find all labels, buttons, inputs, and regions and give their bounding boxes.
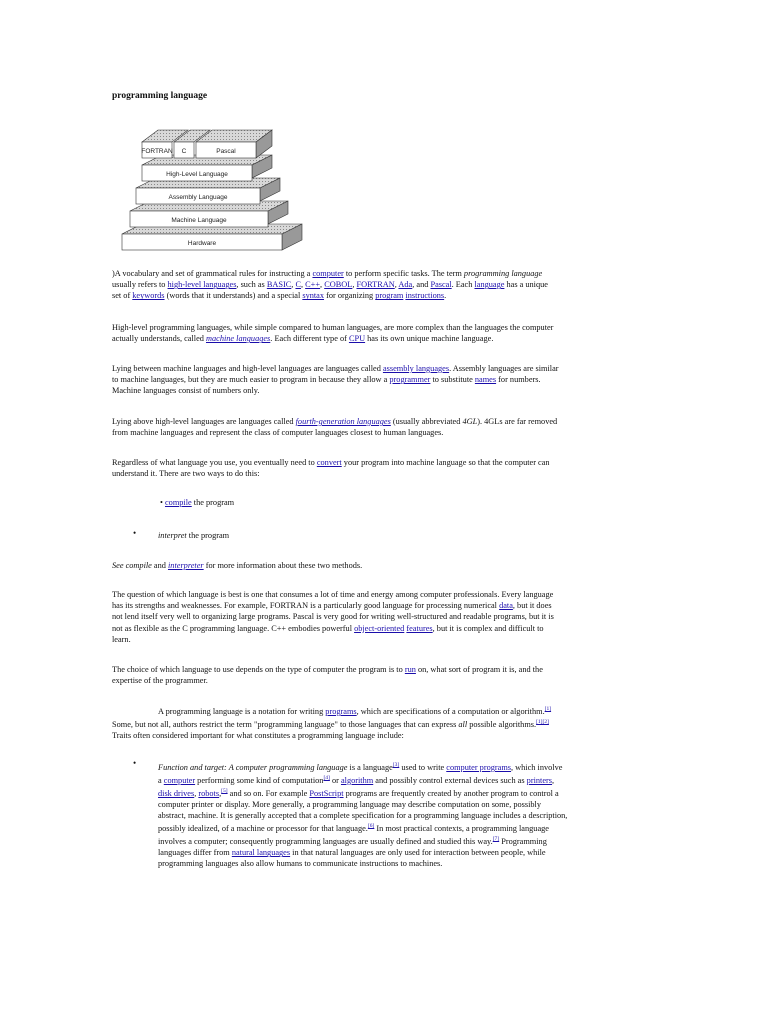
link-program[interactable]: program [375,291,404,301]
link-features[interactable]: features [406,623,433,633]
link-programmer[interactable]: programmer [389,375,431,385]
bullet-icon: • [133,528,137,538]
link-language[interactable]: language [474,280,505,290]
diagram-svg [118,124,308,264]
bullet-icon: • [133,758,137,768]
link-printers[interactable]: printers [526,775,553,785]
link-computer-programs[interactable]: computer programs [446,762,512,772]
paragraph-high-level: High-level programming languages, while simple compared to human languages, are more complex than the languages the computer actually understands, called machine languages. Each different type of CPU has its own unique machine language. [112,323,554,344]
c-label: C [181,148,187,155]
citation-1-2[interactable]: [1][2] [536,718,549,725]
link-compile[interactable]: compile [164,498,192,507]
pascal-label: Pascal [216,148,236,155]
link-disk-drives[interactable]: disk drives [158,788,195,798]
high-level-label: High-Level Language [166,171,228,178]
link-algorithm[interactable]: algorithm [340,775,374,785]
link-natural-languages[interactable]: natural languages [231,848,291,858]
link-computer[interactable]: computer [163,775,196,785]
citation-7[interactable]: [7] [492,836,500,843]
citation-5[interactable]: [5] [221,787,228,794]
link-object-oriented[interactable]: object-oriented [354,623,405,633]
citation-6[interactable]: [6] [367,823,375,830]
citation-3[interactable]: [3] [392,762,400,768]
list-item-interpret: interpret the program [158,531,230,540]
link-robots[interactable]: robots [198,788,220,798]
link-data[interactable]: data [499,601,513,611]
machine-label: Machine Language [171,217,227,224]
link-programs[interactable]: programs [325,706,357,716]
link-cpp[interactable]: C++ [305,280,321,290]
link-ada[interactable]: Ada [398,280,413,290]
link-postscript[interactable]: PostScript [309,788,344,798]
link-interpreter[interactable]: interpreter [168,561,204,570]
link-machine-languages[interactable]: machine languages [206,334,271,344]
citation-1[interactable]: [1] [544,706,552,712]
link-fourth-generation-languages[interactable]: fourth-generation languages [295,417,391,426]
link-convert[interactable]: convert [316,458,342,467]
paragraph-assembly: Lying between machine languages and high-level languages are languages called assembly languages. Assembly languages are similar to machine languages, but they are much easier to program in because they allow a programmer to substitute names for numbers. Machine languages consist of numbers only. [112,364,559,396]
list-item-compile: • compile the program [160,498,235,507]
link-run[interactable]: run [404,665,416,674]
paragraph-4gl: Lying above high-level languages are languages called fourth-generation languages (usually abbreviated 4GL). 4GLs are far removed from machine languages and represent the class of computer languages closest to human languages. [112,417,558,438]
link-fortran[interactable]: FORTRAN [356,280,395,290]
fortran-label: FORTRAN [141,148,173,155]
paragraph-which-language: The question of which language is best is one that consumes a lot of time and energy among computer professionals. Every language has its strengths and weaknesses. For example, FORTRAN is a particularly good language for processing numerical data, but it does not lend itself very well to organizing large programs. Pascal is very good for writing well-structured and readable programs, but it is not as flexible as the C programming language. C++ embodies powerful object-oriented features, but it is complex and difficult to learn. [112,590,554,644]
paragraph-notation: A programming language is a notation for writing programs, which are specifications of a computation or algorithm.[1] Some, but not all, authors restrict the term "programming language" to those languages that can express all possible algorithms.[1][2] Traits often considered important for what constitutes a programming language include: [112,706,552,740]
link-names[interactable]: names [474,375,497,385]
paragraph-see-also: See compile and interpreter for more information about these two methods. [112,561,363,570]
link-syntax[interactable]: syntax [302,291,325,301]
link-basic[interactable]: BASIC [266,280,292,290]
link-high-level-languages[interactable]: high-level languages [167,280,237,290]
assembly-label: Assembly Language [168,194,228,201]
link-assembly-languages[interactable]: assembly languages [382,364,450,373]
link-pascal[interactable]: Pascal [430,280,452,290]
link-instructions[interactable]: instructions [405,291,445,301]
link-cpu[interactable]: CPU [348,334,366,344]
list-item-function-and-target: Function and target: A computer programming language is a language[3] used to write computer programs, which involve a computer performing some kind of computation[4] or algorithm and possibly control external devices such as printers, disk drives, robots,[5] and so on. For example PostScript programs are frequently created by another program to control a computer printer or display. More generally, a programming language may describe computation on some, possibly abstract, machine. It is generally accepted that a complete specification for a programming language includes a description, possibly idealized, of a machine or processor for that language.[6] In most practical contexts, a programming language involves a computer; consequently programming languages are usually defined and studied this way.[7] Programming languages differ from natural languages in that natural languages are only used for interaction between people, while programming languages also allow humans to communicate instructions to machines. [158,762,568,869]
bullet-icon: • [160,498,163,507]
page-title: programming language [112,91,208,101]
language-hierarchy-diagram [118,124,308,269]
link-cobol[interactable]: COBOL [324,280,353,290]
hardware-label: Hardware [187,240,217,247]
link-computer[interactable]: computer [312,269,344,278]
paragraph-intro: )A vocabulary and set of grammatical rules for instructing a computer to perform specific tasks. The term programming language usually refers to high-level languages, such as BASIC, C, C++, COBOL, FORTRAN, Ada, and Pascal. Each language has a unique set of keywords (words that it understands) and a special syntax for organizing program instructions. [112,269,548,301]
link-keywords[interactable]: keywords [132,291,165,301]
link-c[interactable]: C [295,280,301,290]
paragraph-choice: The choice of which language to use depends on the type of computer the program is to run on, what sort of program it is, and the expertise of the programmer. [112,665,543,686]
citation-4[interactable]: [4] [323,774,330,781]
paragraph-convert: Regardless of what language you use, you eventually need to convert your program into machine language so that the computer can understand it. There are two ways to do this: [112,458,550,479]
